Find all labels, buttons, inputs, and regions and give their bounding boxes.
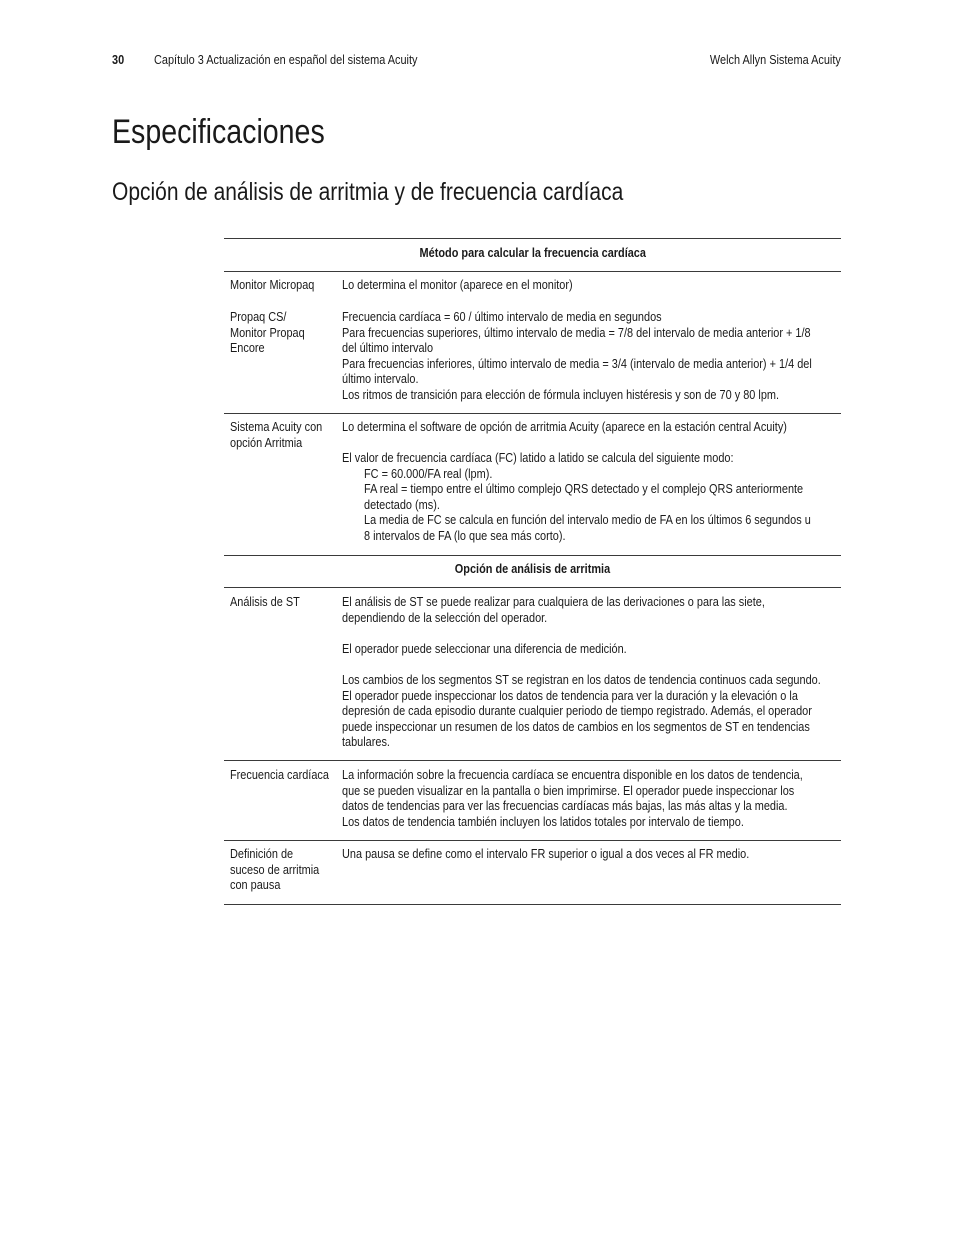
row-text: Los cambios de los segmentos ST se registran en los datos de tendencia continuos cada segundo. El operador puede inspeccionar los datos de tendencia para ver la duración y la elevación o la depresión de cada episodio durante cualquier periodo de tiempo registrado. Además, el operador puede inspeccionar un resumen de los datos de cambios en los segmentos de ST en tendencias tabulares. [342,672,821,750]
table-rule [224,413,841,414]
section-subtitle: Opción de análisis de arritmia y de frecuencia cardíaca [112,178,624,206]
table-rule [224,904,841,905]
page-header [112,52,841,70]
row-text: Frecuencia cardíaca = 60 / último intervalo de media en segundos Para frecuencias superiores, último intervalo de media = 7/8 del intervalo de media anterior + 1/8 del último intervalo Para frecuencias inferiores, último intervalo de media = 3/4 (intervalo de media anterior) + 1/4 del último intervalo. Los ritmos de transición para elección de fórmula incluyen histéresis y son de 70 y 80 lpm. [342,309,812,402]
row-text: Lo determina el monitor (aparece en el monitor) [342,277,573,292]
page-title: Especificaciones [112,113,325,151]
table-rule [224,840,841,841]
row-label: Sistema Acuity con opción Arritmia [230,419,323,450]
row-text: El análisis de ST se puede realizar para cualquiera de las derivaciones o para las siete, dependiendo de la selección del operador. [342,594,765,625]
row-label: Frecuencia cardíaca [230,767,329,782]
table-rule [224,760,841,761]
row-label: Monitor Micropaq [230,277,315,292]
row-text: El valor de frecuencia cardíaca (FC) latido a latido se calcula del siguiente modo: FC = 60.000/FA real (lpm). FA real = tiempo entre el último complejo QRS detectado y el complejo QRS anteriormente detectado (ms). La media de FC se calcula en función del intervalo medio de FA en los últimos 6 segundos u 8 intervalos de FA (lo que sea más corto). [342,450,840,544]
row-label: Definición de suceso de arritmia con pausa [230,846,320,893]
row-label: Análisis de ST [230,594,300,609]
table-rule [224,271,841,272]
row-label: Propaq CS/ Monitor Propaq Encore [230,309,305,356]
row-text: El operador puede seleccionar una diferencia de medición. [342,641,627,656]
section-heading: Método para calcular la frecuencia cardíaca [419,245,646,260]
row-text: Una pausa se define como el intervalo FR superior o igual a dos veces al FR medio. [342,846,750,861]
chapter-title: Capítulo 3 Actualización en español del sistema Acuity [154,52,418,67]
table-rule [224,587,841,588]
section-heading: Opción de análisis de arritmia [454,561,611,576]
row-text: La información sobre la frecuencia cardíaca se encuentra disponible en los datos de tendencia, que se pueden visualizar en la pantalla o bien imprimirse. El operador puede inspeccionar los datos de tendencias para ver las frecuencias cardíacas más bajas, las más altas y la media. Los datos de tendencia también incluyen los latidos totales por intervalo de tiempo. [342,767,803,829]
indented-list: FC = 60.000/FA real (lpm). FA real = tiempo entre el último complejo QRS detectado y el complejo QRS anteriormente detectado (ms). La media de FC se calcula en función del intervalo medio de FA en los últimos 6 segundos u 8 intervalos de FA (lo que sea más corto). [364,465,811,543]
table-rule [224,238,841,239]
row-text: Lo determina el software de opción de arritmia Acuity (aparece en la estación central Acuity) [342,419,787,434]
table-rule [224,555,841,556]
page-number: 30 [112,52,125,67]
brand-title: Welch Allyn Sistema Acuity [710,52,841,67]
